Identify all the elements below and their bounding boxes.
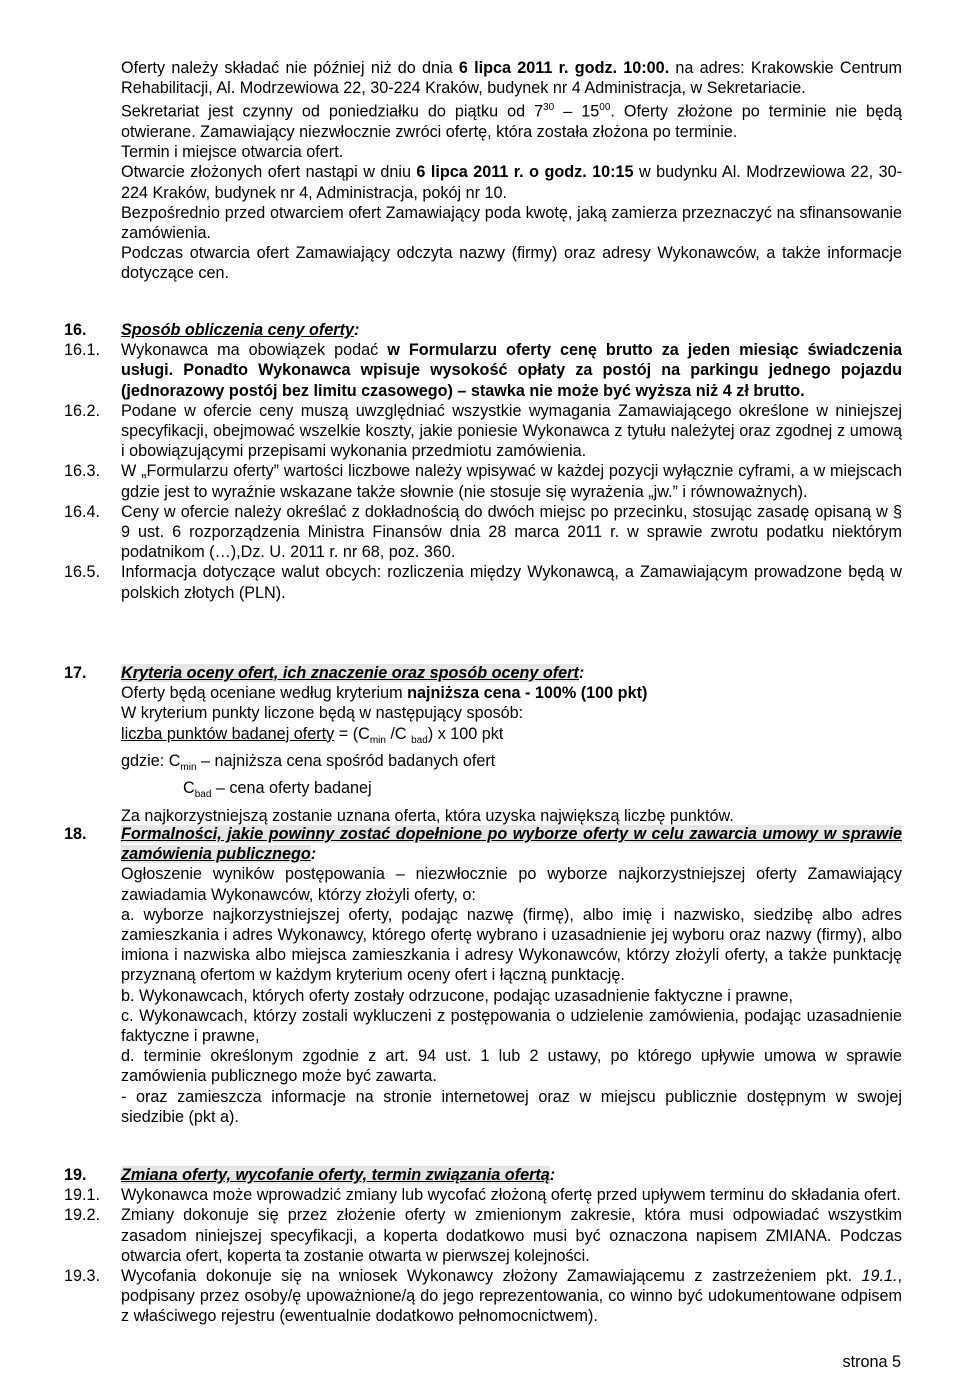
secretariat-hours: Sekretariat jest czynny od poniedziałku do piątku od $7^{30} - 15^{00}$. Oferty złożone po terminie nie będą otwierane. Zamawiający niezwłocznie zwróci ofertę, która została złożona po terminie. — [121, 102, 902, 141]
section-number: 19. — [64, 1166, 87, 1184]
section-title: Kryteria oceny ofert, ich znaczenie oraz sposób oceny ofert — [121, 664, 579, 682]
formula-where-cmin: gdzie: $C_{min}$ – najniższa cena spośród badanych ofert — [121, 752, 496, 774]
opening-date: Otwarcie złożonych ofert nastąpi w dniu 6 lipca 2011 r. o godz. 10:15 w budynku Al. Modrzewiowa 22, 30-224 Kraków, budynek nr 4, Administracja, pokój nr 10. — [121, 163, 902, 202]
item-e: - oraz zamieszcza informacje na stronie internetowej oraz w miejscu publicznie dostępnym w swojej siedzibie (pkt a). — [121, 1087, 902, 1126]
opening-read-note: Podczas otwarcia ofert Zamawiający odczyta nazwy (firmy) oraz adresy Wykonawców, a także informacje dotyczące cen. — [121, 244, 902, 283]
clause-number: 19.2. — [64, 1206, 101, 1225]
section-16: 16. Sposób obliczenia ceny oferty: 16.1. Wykonawca ma obowiązek podać w Formularzu oferty cenę brutto za jeden miesiąc świadczenia usługi. Ponadto Wykonawca wpisuje wysokość opłaty za postój na parkingu jednego pojazdu (jednorazowy postój bez limitu czasowego) – stawka nie może być wyższa niż 4 zł brutto. 16.2. Podane w ofercie ceny muszą uwzględniać wszystkie wymagania Zamawiającego określone w niniejszej specyfikacji, obejmować wszelkie koszty, jakie poniesie Wykonawca z tytułu należytej oraz zgodnej z umową i obowiązującymi przepisami wykonania przedmiotu zamówienia. 16.3. W „Formularzu oferty” wartości liczbowe należy wpisywać w każdej pozycji wyłącznie cyframi, a w miejscach gdzie jest to wyraźnie wskazane także słownie (nie stosuje się wyrażenia „jw.” i równoważnych). 16.4. Ceny w ofercie należy określać z dokładnością do dwóch miejsc po przecinku, stosując zasadę opisaną w § 9 ust. 6 rozporządzenia Ministra Finansów dnia 28 marca 2011 r. w sprawie zwrotu podatku niektórym podatnikom (…),Dz. U. 2011 r. nr 68, poz. 360. 16.5. Informacja dotyczące walut obcych: rozliczenia między Wykonawcą, a Zamawiającym prowadzone będą w polskich złotych (PLN). — [64, 321, 902, 602]
opening-heading: Termin i miejsce otwarcia ofert. — [121, 143, 344, 162]
section-title: Formalności, jakie powinny zostać dopełnione po wyborze oferty w celu zawarcia umowy w sprawie zamówienia publicznego — [121, 825, 902, 864]
points-formula: liczba punktów badanej oferty = ($C_{min}$ /C $_{bad}$) x 100 pkt — [121, 724, 504, 746]
clause-19-2: Zmiany dokonuje się przez złożenie oferty w zmienionym zakresie, która musi odpowiadać wszystkim zasadom niniejszej specyfikacji, a koperta dodatkowo musi być oznaczona napisem ZMIANA. Podczas otwarcia ofert, koperta ta zostanie otwarta w pierwszej kolejności. — [121, 1206, 902, 1265]
section-18: 18. Formalności, jakie powinny zostać dopełnione po wyborze oferty w celu zawarcia umowy w sprawie zamówienia publicznego: Ogłoszenie wyników postępowania – niezwłocznie po wyborze najkorzystniejszej oferty Zamawiający zawiadamia Wykonawców, którzy złożyli oferty, o: a. wyborze najkorzystniejszej oferty, podając nazwę (firmę), albo imię i nazwisko, siedzibę albo adres zamieszkania i adres Wykonawcy, którego ofertę wybrano i uzasadnienie jej wyboru oraz nazwy (firmy), albo imiona i nazwiska albo miejsca zamieszkania i adresy Wykonawców, którzy złożyli oferty, a także punktację przyznaną ofertom w każdym kryterium oceny ofert i łączną punktację. b. Wykonawcach, których oferty zostały odrzucone, podając uzasadnienie faktyczne i prawne, c. Wykonawcach, którzy zostali wykluczeni z postępowania o udzielenie zamówienia, podając uzasadnienie faktyczne i prawne, d. terminie określonym zgodnie z art. 94 ust. 1 lub 2 ustawy, po którego upływie umowa w sprawie zamówienia publicznego może być zawarta. - oraz zamieszcza informacje na stronie internetowej oraz w miejscu publicznie dostępnym w swojej siedzibie (pkt a). — [64, 825, 902, 1126]
item-d: d. terminie określonym zgodnie z art. 94 ust. 1 lub 2 ustawy, po którego upływie umowa w sprawie zamówienia publicznego może być zawarta. — [121, 1047, 902, 1086]
clause-16-5: Informacja dotyczące walut obcych: rozliczenia między Wykonawcą, a Zamawiającym prowadzone będą w polskich złotych (PLN). — [121, 563, 902, 602]
results-announcement: Ogłoszenie wyników postępowania – niezwłocznie po wyborze najkorzystniejszej oferty Zamawiający zawiadamia Wykonawców, którzy złożyli oferty, o: — [121, 865, 902, 904]
section-title: Sposób obliczenia ceny oferty — [121, 321, 354, 339]
clause-number: 16.5. — [64, 563, 101, 582]
clause-16-1: Wykonawca ma obowiązek podać w Formularzu oferty cenę brutto za jeden miesiąc świadczenia usługi. Ponadto Wykonawca wpisuje wysokość opłaty za postój na parkingu jednego pojazdu (jednorazowy postój bez limitu czasowego) – stawka nie może być wyższa niż 4 zł brutto. — [121, 341, 902, 400]
formula-where-cbad: $C_{bad}$ – cena oferty badanej — [183, 779, 372, 801]
criteria-body — [121, 683, 902, 826]
item-c: c. Wykonawcach, którzy zostali wykluczeni z postępowania o udzielenie zamówienia, podając uzasadnienie faktyczne i prawne, — [121, 1006, 902, 1046]
clause-19-3: Wycofania dokonuje się na wniosek Wykonawcy złożony Zamawiającemu z zastrzeżeniem pkt. 19.1., podpisany przez osoby/ę upoważnione/ą do jego reprezentowania, co winno być udokumentowane odpisem z właściwego rejestru (ewentualnie dodatkowo pełnomocnictwem). — [121, 1267, 902, 1326]
best-offer-note: Za najkorzystniejszą zostanie uznana oferta, która uzyska największą liczbę punktów. — [121, 806, 734, 825]
clause-16-4: Ceny w ofercie należy określać z dokładnością do dwóch miejsc po przecinku, stosując zasadę opisaną w § 9 ust. 6 rozporządzenia Ministra Finansów dnia 28 marca 2011 r. w sprawie zwrotu podatku niektórym podatnikom (…),Dz. U. 2011 r. nr 68, poz. 360. — [121, 502, 902, 562]
section-17: 17. Kryteria oceny ofert, ich znaczenie oraz sposób oceny ofert: Oferty będą oceniane według kryterium najniższa cena - 100% (100 pkt) W kryterium punkty liczone będą w następujący sposób: liczba punktów badanej oferty = ($C_{min}$ /C $_{bad}$) x 100 pkt gdzie: $C_{min}$ – najniższa cena spośród badanych ofert $C_{bad}$ – cena oferty badanej Za najkorzystniejszą zostanie uznana oferta, która uzyska największą liczbę punktów. — [64, 663, 902, 826]
page-number: strona 5 — [842, 1353, 901, 1371]
clause-number: 19.1. — [64, 1186, 101, 1205]
points-intro: W kryterium punkty liczone będą w następujący sposób: — [121, 704, 524, 723]
budget-note: Bezpośrednio przed otwarciem ofert Zamawiający poda kwotę, jaką zamierza przeznaczyć na sfinansowanie zamówienia. — [121, 203, 902, 243]
section-number: 16. — [64, 321, 87, 339]
section-19: 19. Zmiana oferty, wycofanie oferty, termin związania ofertą: 19.1. Wykonawca może wprowadzić zmiany lub wycofać złożoną ofertę przed upływem terminu do składania ofert. 19.2. Zmiany dokonuje się przez złożenie oferty w zmienionym zakresie, która musi odpowiadać wszystkim zasadom niniejszej specyfikacji, a koperta dodatkowo musi być oznaczona napisem ZMIANA. Podczas otwarcia ofert, koperta ta zostanie otwarta w pierwszej kolejności. 19.3. Wycofania dokonuje się na wniosek Wykonawcy złożony Zamawiającemu z zastrzeżeniem pkt. 19.1., podpisany przez osoby/ę upoważnione/ą do jego reprezentowania, co winno być udokumentowane odpisem z właściwego rejestru (ewentualnie dodatkowo pełnomocnictwem). — [64, 1166, 902, 1326]
clause-number: 16.2. — [64, 401, 101, 420]
clause-16-3: W „Formularzu oferty” wartości liczbowe należy wpisywać w każdej pozycji wyłącznie cyframi, a w miejscach gdzie jest to wyraźnie wskazane także słownie (nie stosuje się wyrażenia „jw.” i równoważnych). — [121, 462, 902, 501]
submission-deadline: Oferty należy składać nie później niż do dnia 6 lipca 2011 r. godz. 10:00. na adres: Krakowskie Centrum Rehabilitacji, Al. Modrzewiowa 22, 30-224 Kraków, budynek nr 4 Administracja, w Sekretariacie. — [121, 59, 902, 98]
clause-19-1: Wykonawca może wprowadzić zmiany lub wycofać złożoną ofertę przed upływem terminu do składania ofert. — [121, 1186, 901, 1205]
clause-number: 19.3. — [64, 1267, 101, 1286]
clause-number: 16.1. — [64, 341, 101, 360]
section-number: 17. — [64, 664, 87, 682]
section-number: 18. — [64, 825, 87, 843]
item-a: a. wyborze najkorzystniejszej oferty, podając nazwę (firmę), albo imię i nazwisko, siedzibę albo adres zamieszkania i adres Wykonawcy, którego ofertę wybrano i uzasadnienie jej wyboru oraz nazwy (firmy), albo imiona i nazwiska albo miejsca zamieszkania i adresy Wykonawców, którzy złożyli oferty, a także punktację przyznaną ofertom w każdym kryterium oceny ofert i łączną punktację. — [121, 905, 902, 985]
formalities-body — [121, 864, 902, 1127]
intro-section — [121, 58, 902, 284]
clause-number: 16.4. — [64, 502, 101, 521]
criteria-line: Oferty będą oceniane według kryterium najniższa cena - 100% (100 pkt) — [121, 684, 648, 703]
clause-number: 16.3. — [64, 462, 101, 481]
section-title: Zmiana oferty, wycofanie oferty, termin związania ofertą — [121, 1166, 550, 1184]
item-b: b. Wykonawcach, których oferty zostały odrzucone, podając uzasadnienie faktyczne i prawne, — [121, 986, 793, 1005]
clause-16-2: Podane w ofercie ceny muszą uwzględniać wszystkie wymagania Zamawiającego określone w niniejszej specyfikacji, obejmować wszelkie koszty, jakie poniesie Wykonawca z tytułu należytej oraz zgodnej z umową i obowiązującymi przepisami wykonania przedmiotu zamówienia. — [121, 401, 902, 461]
